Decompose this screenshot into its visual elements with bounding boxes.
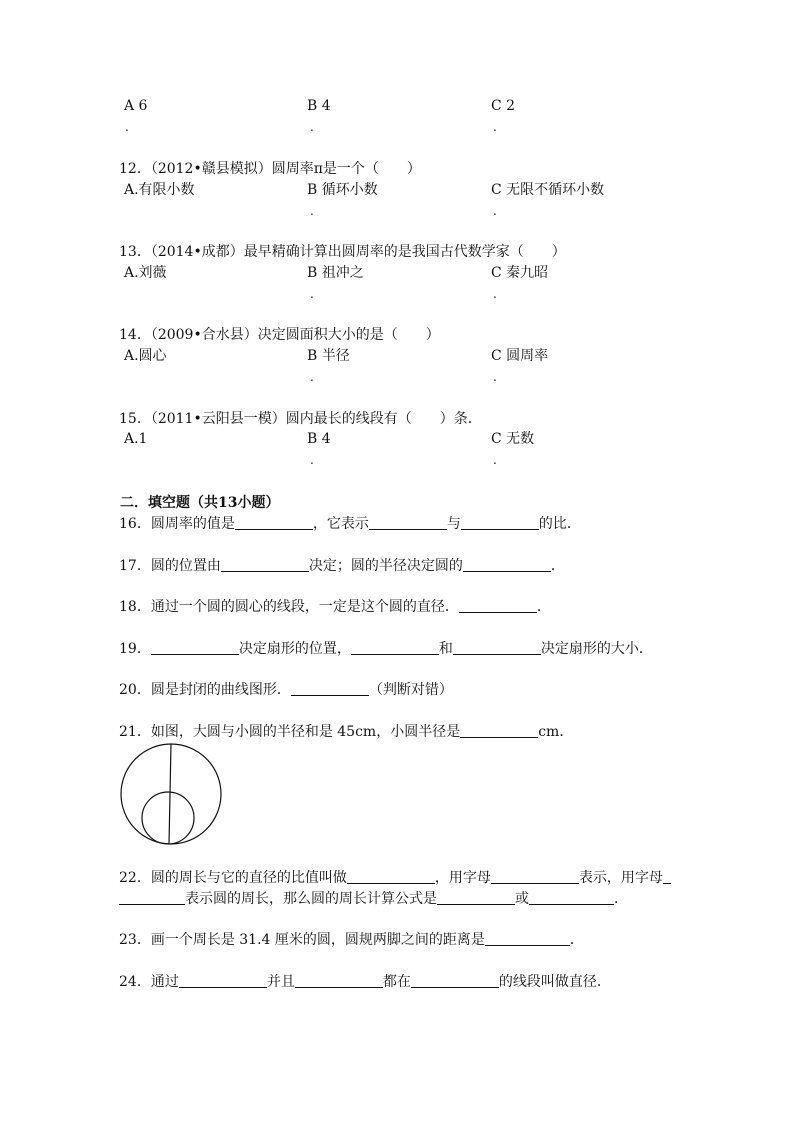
answer-blank[interactable] [411,973,499,988]
q19-text: 和 [438,641,453,657]
answer-blank[interactable] [437,890,515,905]
q22-text: 22．圆的周长与它的直径的比值叫做 [119,870,347,886]
q24-text: 都在 [382,974,411,990]
option-dot: . [493,287,497,301]
two-circles-figure [119,742,223,846]
q15-option-b: B 4 [307,431,331,447]
q12-option-b: B 循环小数 [307,182,378,198]
q22-text: 或 [515,891,529,907]
q19-text: 决定扇形的位置， [238,641,351,657]
answer-blank[interactable] [491,869,579,884]
q24-text: 24．通过 [119,974,179,990]
q21 [119,723,573,741]
q20-text: （判断对错） [368,682,453,698]
q15-option-a: A.1 [124,431,148,447]
q13-option-b: B 祖冲之 [307,265,364,281]
q16-text: ，它表示 [312,516,369,532]
q21-text: 21．如图，大圆与小圆的半径和是 45cm，小圆半径是 [119,724,461,740]
q24-text: 的线段叫做直径． [498,974,611,990]
q16 [119,515,581,533]
q17 [119,557,565,575]
q12-option-a: A.有限小数 [124,182,195,198]
q19-text: 19． [119,641,151,657]
answer-blank[interactable] [461,515,539,530]
option-dot: . [310,287,314,301]
option-dot: . [493,453,497,467]
q16-text: 与 [446,516,461,532]
q13-option-c: C 秦九昭 [491,265,549,281]
q11-option-b: B 4 [307,98,331,114]
q22-text: ． [614,891,628,907]
q17-text: 17．圆的位置由 [119,558,221,574]
answer-blank[interactable] [291,681,369,696]
q19 [119,640,653,658]
q12-option-c: C 无限不循环小数 [491,182,605,198]
q24-text: 并且 [266,974,295,990]
answer-blank[interactable] [347,869,435,884]
q20 [119,681,453,699]
q14-option-a: A.圆心 [124,348,167,364]
answer-blank[interactable] [151,640,239,655]
q18-text: 18．通过一个圆的圆心的线段，一定是这个圆的直径． [119,599,459,615]
q15-stem: 15．（2011•云阳县一模）圆内最长的线段有（ ）条． [119,411,482,427]
diameter-line [169,744,171,844]
q17-text: 决定；圆的半径决定圆的 [308,558,463,574]
answer-blank[interactable] [529,890,614,905]
q18 [119,598,551,616]
option-dot: . [310,370,314,384]
q22-text: ，用字母 [434,870,491,886]
q22-text: 表示圆的周长，那么圆的周长计算公式是 [185,891,437,907]
q12-stem: 12．（2012•赣县模拟）圆周率π是一个（ ） [119,161,421,177]
answer-blank[interactable] [460,723,538,738]
q14-option-b: B 半径 [307,348,350,364]
option-dot: . [310,120,314,134]
answer-blank[interactable] [459,598,537,613]
answer-blank[interactable] [663,869,671,884]
q14-option-c: C 圆周率 [491,348,549,364]
answer-blank[interactable] [221,557,309,572]
q20-text: 20．圆是封闭的曲线图形． [119,682,291,698]
q21-text: cm． [538,724,574,740]
answer-blank[interactable] [295,973,383,988]
q11-option-a: A 6 [124,98,148,114]
q22-line1 [119,869,671,887]
option-dot: . [310,453,314,467]
q18-text: ． [536,599,551,615]
q14-stem: 14．（2009•合水县）决定圆面积大小的是（ ） [119,327,440,343]
answer-blank[interactable] [463,557,551,572]
answer-blank[interactable] [351,640,439,655]
q22-text: 表示，用字母 [578,870,663,886]
q16-text: 的比． [538,516,581,532]
section-heading: 二．填空题（共13小题） [120,495,280,511]
answer-blank[interactable] [485,931,570,946]
option-dot: . [310,204,314,218]
q17-text: ． [550,558,565,574]
option-dot: . [493,204,497,218]
q15-option-c: C 无数 [491,431,535,447]
q24 [119,973,611,991]
q11-option-c: C 2 [491,98,516,114]
q23-text: 23．画一个周长是 31.4 厘米的圆，圆规两脚之间的距离是 [119,932,485,948]
option-dot: . [125,120,129,134]
q13-option-a: A.刘薇 [124,265,167,281]
answer-blank[interactable] [235,515,313,530]
answer-blank[interactable] [179,973,267,988]
answer-blank[interactable] [453,640,541,655]
q19-text: 决定扇形的大小． [540,641,653,657]
answer-blank[interactable] [369,515,447,530]
q22-line2 [119,890,628,908]
q23-text: ． [569,932,584,948]
option-dot: . [493,370,497,384]
q13-stem: 13．（2014•成都）最早精确计算出圆周率的是我国古代数学家（ ） [119,244,566,260]
answer-blank[interactable] [119,890,185,905]
q23 [119,931,584,949]
small-circle [142,792,194,844]
q16-text: 16．圆周率的值是 [119,516,235,532]
option-dot: . [493,120,497,134]
